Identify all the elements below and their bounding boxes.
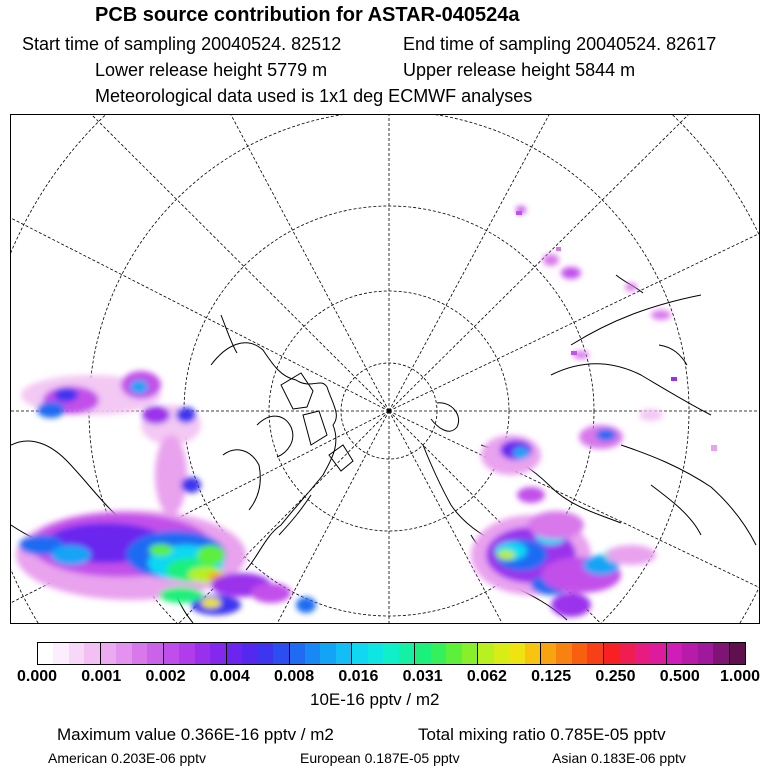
colorbar-tick-label: 0.031 [402, 668, 443, 685]
colorbar-swatch [164, 643, 179, 664]
colorbar-swatch [101, 643, 116, 664]
colorbar-tick-label: 0.004 [209, 668, 250, 685]
lower-height-label: Lower release height 5779 m [95, 60, 328, 80]
colorbar-tick-label: 0.002 [145, 668, 186, 685]
colorbar-swatch [462, 643, 478, 664]
met-data-label: Meteorological data used is 1x1 deg ECMWF analyses [95, 86, 533, 106]
colorbar-swatch [478, 643, 493, 664]
colorbar-swatch [336, 643, 352, 664]
colorbar-swatch [132, 643, 147, 664]
american-contribution-label: American 0.203E-06 pptv [48, 750, 206, 766]
colorbar-swatch [494, 643, 509, 664]
plot-title: PCB source contribution for ASTAR-040524a [95, 4, 520, 26]
colorbar-tick-label: 0.008 [274, 668, 315, 685]
colorbar-tick-label: 0.000 [16, 668, 58, 685]
colorbar-swatch [383, 643, 398, 664]
colorbar-swatch [320, 643, 335, 664]
colorbar-tick-label: 0.125 [531, 668, 572, 685]
colorbar-swatch [556, 643, 571, 664]
asian-contribution-label: Asian 0.183E-06 pptv [552, 750, 686, 766]
colorbar-swatch [305, 643, 320, 664]
colorbar-swatch [258, 643, 273, 664]
colorbar-swatch [273, 643, 289, 664]
colorbar-swatch [619, 643, 634, 664]
map-canvas [11, 115, 759, 623]
upper-height-label: Upper release height 5844 m [403, 60, 636, 80]
colorbar-tick-label: 0.250 [595, 668, 636, 685]
colorbar-swatch [650, 643, 666, 664]
colorbar-swatch [368, 643, 383, 664]
colorbar-tick-label: 0.500 [659, 668, 700, 685]
european-contribution-label: European 0.187E-05 pptv [300, 750, 460, 766]
colorbar-swatch [446, 643, 461, 664]
colorbar-swatch [179, 643, 194, 664]
colorbar-swatch [713, 643, 729, 664]
colorbar-swatch [541, 643, 556, 664]
colorbar-tick-label: 0.016 [338, 668, 379, 685]
end-time-label: End time of sampling 20040524. 82617 [403, 34, 717, 54]
colorbar-swatch [415, 643, 430, 664]
colorbar-tick-label: 1.000 [719, 668, 761, 685]
colorbar-units-label: 10E-16 pptv / m2 [310, 690, 440, 709]
colorbar-swatch [587, 643, 603, 664]
colorbar-tick-label: 0.001 [81, 668, 122, 685]
colorbar-swatch [572, 643, 587, 664]
colorbar-swatch [431, 643, 446, 664]
plume-field [16, 206, 717, 617]
colorbar-swatch [116, 643, 131, 664]
colorbar-swatch [635, 643, 650, 664]
colorbar-swatch [84, 643, 100, 664]
colorbar-swatch [53, 643, 68, 664]
colorbar-swatch [352, 643, 367, 664]
colorbar-swatch [69, 643, 84, 664]
colorbar [37, 642, 746, 665]
total-mixing-label: Total mixing ratio 0.785E-05 pptv [418, 725, 666, 744]
colorbar-swatch [38, 643, 53, 664]
colorbar-swatch [604, 643, 619, 664]
colorbar-tick-labels [0, 668, 768, 690]
colorbar-swatch [210, 643, 226, 664]
colorbar-swatch [667, 643, 682, 664]
colorbar-swatch [399, 643, 415, 664]
colorbar-tick-label: 0.062 [466, 668, 507, 685]
colorbar-swatch [682, 643, 697, 664]
colorbar-swatch [290, 643, 305, 664]
colorbar-swatch [698, 643, 713, 664]
max-value-label: Maximum value 0.366E-16 pptv / m2 [57, 725, 334, 744]
colorbar-swatch [147, 643, 163, 664]
colorbar-swatch [227, 643, 242, 664]
polar-map [10, 114, 760, 624]
colorbar-swatch [525, 643, 541, 664]
colorbar-swatch [242, 643, 257, 664]
colorbar-swatch [509, 643, 524, 664]
start-time-label: Start time of sampling 20040524. 82512 [22, 34, 342, 54]
colorbar-swatch [730, 643, 745, 664]
colorbar-swatch [195, 643, 210, 664]
